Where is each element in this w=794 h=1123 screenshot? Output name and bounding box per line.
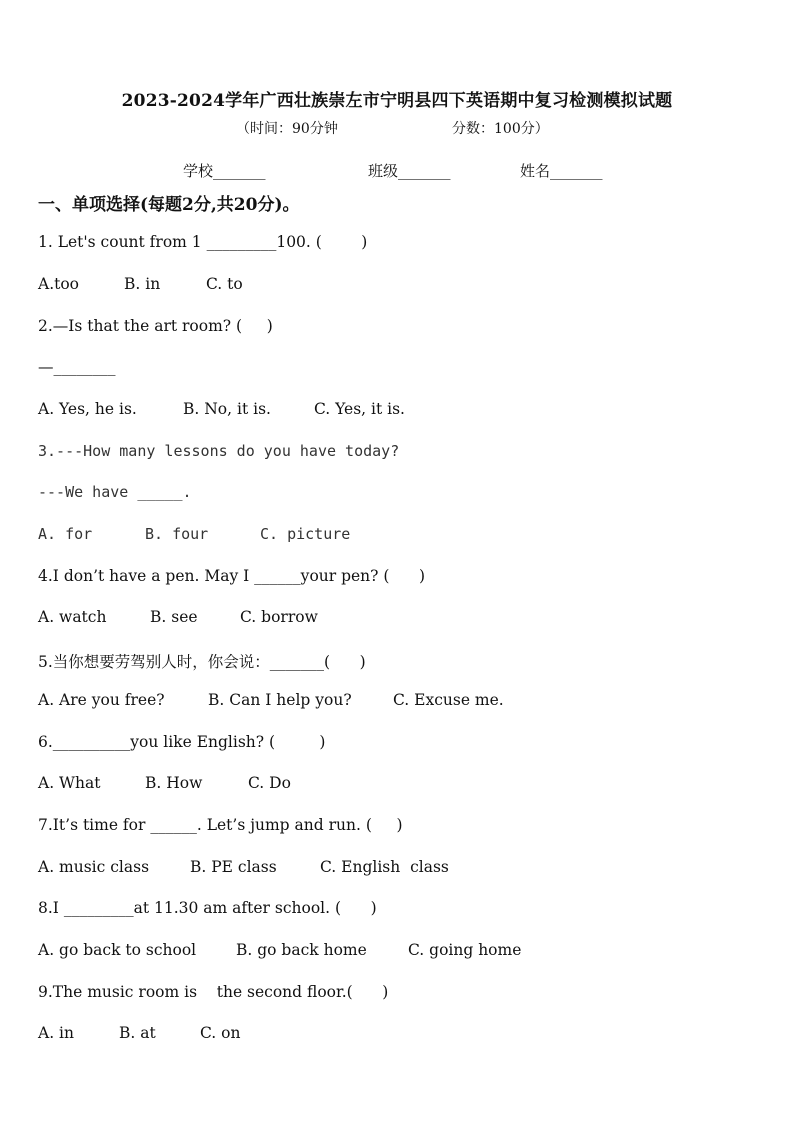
question-9-option-a: A. in: [38, 1024, 74, 1042]
question-2-stem: 2.—Is that the art room? ( ): [38, 317, 273, 335]
question-6-stem: 6.__________you like English? ( ): [38, 733, 326, 751]
question-6-option-a: A. What: [38, 774, 101, 792]
question-3-stem: 3.---How many lessons do you have today?: [38, 442, 400, 460]
question-2-option-a: A. Yes, he is.: [38, 400, 137, 418]
class-field: 班级_______: [368, 162, 451, 180]
exam-title: 2023-2024学年广西壮族崇左市宁明县四下英语期中复习检测模拟试题: [121, 91, 673, 111]
question-4-option-b: B. see: [150, 608, 198, 626]
question-3-option-c: C. picture: [260, 525, 351, 543]
question-7-stem: 7.It’s time for ______. Let’s jump and run. ( ): [38, 816, 403, 834]
section-title: 一、单项选择(每题2分,共20分)。: [38, 195, 300, 215]
question-2-answer-line: —________: [38, 358, 116, 376]
question-3-answer-line: ---We have _____.: [38, 483, 192, 501]
question-5-option-c: C. Excuse me.: [393, 691, 504, 709]
question-1-option-c: C. to: [206, 275, 243, 293]
question-5-stem: 5.当你想要劳驾别人时，你会说：_______( ): [38, 653, 366, 671]
question-8-option-a: A. go back to school: [38, 941, 197, 959]
question-5-option-b: B. Can I help you?: [208, 691, 352, 709]
question-8-option-c: C. going home: [408, 941, 522, 959]
question-9-option-c: C. on: [200, 1024, 241, 1042]
exam-score: 分数：100分）: [452, 121, 549, 137]
question-2-option-b: B. No, it is.: [183, 400, 271, 418]
question-1-stem: 1. Let's count from 1 _________100. ( ): [38, 233, 368, 251]
exam-time: （时间：90分钟: [236, 121, 338, 137]
question-5-option-a: A. Are you free?: [38, 691, 165, 709]
question-4-option-a: A. watch: [38, 608, 107, 626]
question-2-option-c: C. Yes, it is.: [314, 400, 405, 418]
question-8-stem: 8.I _________at 11.30 am after school. ( ): [38, 899, 377, 917]
question-1-option-a: A.too: [38, 275, 80, 293]
question-7-option-a: A. music class: [38, 858, 150, 876]
question-7-option-b: B. PE class: [190, 858, 277, 876]
question-3-option-b: B. four: [145, 525, 209, 543]
question-1-option-b: B. in: [124, 275, 161, 293]
school-field: 学校_______: [183, 162, 266, 180]
question-4-stem: 4.I don’t have a pen. May I ______your pen? ( ): [38, 567, 426, 585]
question-3-option-a: A. for: [38, 525, 93, 543]
question-9-stem: 9.The music room is the second floor.( ): [38, 983, 389, 1001]
question-4-option-c: C. borrow: [240, 608, 318, 626]
question-6-option-b: B. How: [145, 774, 203, 792]
name-field: 姓名_______: [520, 162, 603, 180]
question-7-option-c: C. English class: [320, 858, 449, 876]
question-8-option-b: B. go back home: [236, 941, 367, 959]
question-9-option-b: B. at: [119, 1024, 156, 1042]
question-6-option-c: C. Do: [248, 774, 291, 792]
